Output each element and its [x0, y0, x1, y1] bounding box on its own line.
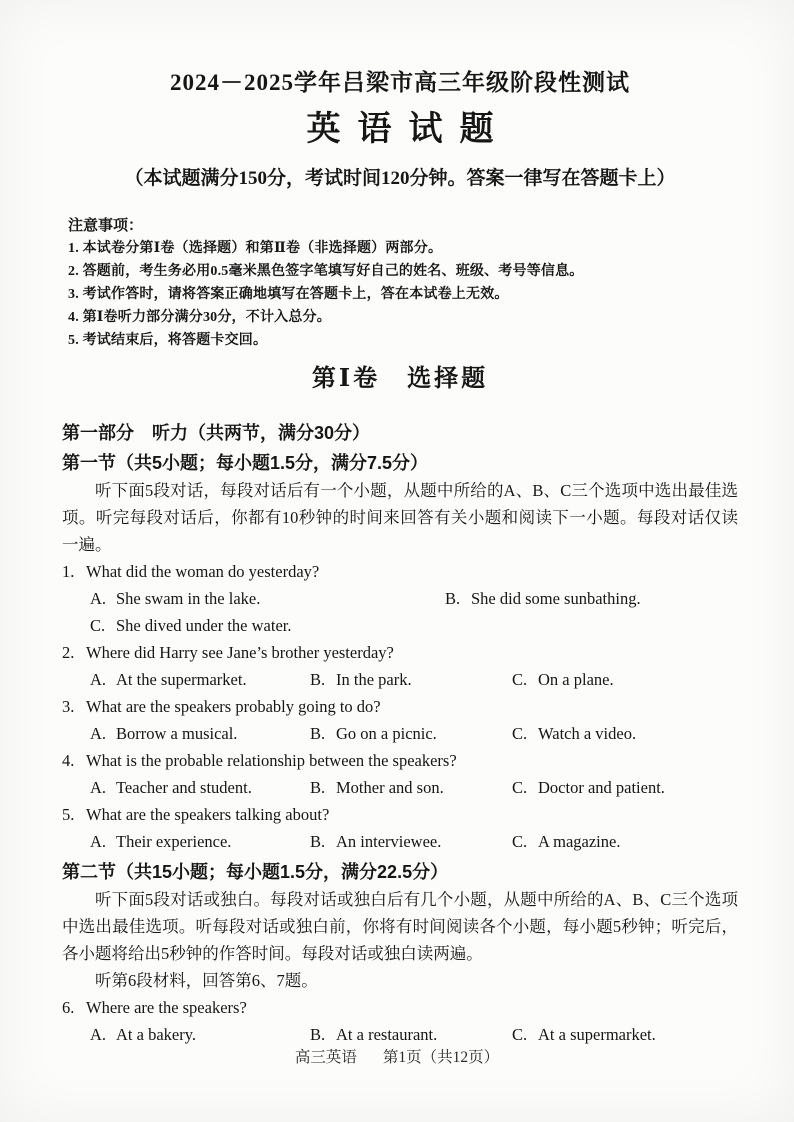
option-label: A. — [90, 1025, 107, 1044]
question-4 — [62, 747, 738, 801]
option-row — [90, 828, 738, 855]
option-text: In the park. — [336, 670, 412, 689]
option-text: At a restaurant. — [336, 1025, 438, 1044]
option-row — [90, 720, 738, 747]
option-b — [310, 1021, 512, 1048]
question-line — [62, 747, 738, 774]
option-text: She dived under the water. — [116, 616, 292, 635]
question-2 — [62, 639, 738, 693]
option-c — [512, 666, 738, 693]
option-row — [90, 666, 738, 693]
section1-instructions: 听下面5段对话，每段对话后有一个小题，从题中所给的A、B、C三个选项中选出最佳选项。听完每段对话后，你都有10秒钟的时间来回答有关小题和阅读下一小题。每段对话仅读一遍。 — [62, 481, 738, 554]
exam-subject-title: 英语试题 — [306, 111, 511, 148]
page-footer — [0, 1046, 794, 1070]
options — [62, 774, 738, 801]
option-label: C. — [512, 1025, 528, 1044]
section2-instructions: 听下面5段对话或独白。每段对话或独白后有几个小题，从题中所给的A、B、C三个选项中选出最佳选项。听每段对话或独白前，你将有时间阅读各个小题，每小题5秒钟；听完后，各小题将给出5秒钟的作答时间。每段对话或独白读两遍。 — [62, 890, 738, 963]
option-label: A. — [90, 670, 107, 689]
section2-heading: 第二节（共15小题；每小题1.5分，满分22.5分） — [62, 862, 449, 882]
notice-item: 1. 本试卷分第Ⅰ卷（选择题）和第Ⅱ卷（非选择题）两部分。 — [68, 241, 443, 256]
question-number: 5. — [62, 805, 75, 824]
option-b — [310, 666, 512, 693]
notice-item: 5. 考试结束后，将答题卡交回。 — [68, 333, 268, 348]
option-label: C. — [512, 724, 528, 743]
option-c — [512, 720, 738, 747]
option-label: B. — [310, 724, 326, 743]
option-text: Doctor and patient. — [538, 778, 665, 797]
option-row — [90, 585, 738, 612]
question-text: What is the probable relationship between the speakers? — [86, 751, 457, 770]
notices-section — [68, 214, 738, 352]
notice-item: 3. 考试作答时，请将答案正确地填写在答题卡上，答在本试卷上无效。 — [68, 287, 509, 302]
question-text: What did the woman do yesterday? — [86, 562, 320, 581]
question-line — [62, 994, 738, 1021]
option-c — [512, 1021, 738, 1048]
option-label: B. — [310, 832, 326, 851]
option-b — [310, 720, 512, 747]
option-c — [512, 774, 738, 801]
option-label: C. — [512, 670, 528, 689]
question-number: 3. — [62, 697, 75, 716]
options — [62, 828, 738, 855]
option-label: C. — [512, 778, 528, 797]
question-number: 2. — [62, 643, 75, 662]
option-text: Borrow a musical. — [116, 724, 238, 743]
footer-course: 高三英语 — [294, 1049, 357, 1066]
option-row — [90, 774, 738, 801]
option-text: An interviewee. — [336, 832, 442, 851]
option-label: A. — [90, 589, 107, 608]
notices-list — [68, 237, 738, 352]
option-text: Go on a picnic. — [336, 724, 437, 743]
section1-heading: 第一节（共5小题；每小题1.5分，满分7.5分） — [62, 453, 429, 473]
option-a — [90, 828, 310, 855]
question-5 — [62, 801, 738, 855]
material-note: 听第6段材料，回答第6、7题。 — [95, 971, 318, 990]
option-label: B. — [445, 589, 461, 608]
option-text: Mother and son. — [336, 778, 444, 797]
options — [62, 1021, 738, 1048]
option-b — [445, 585, 738, 612]
option-text: Teacher and student. — [116, 778, 252, 797]
exam-subtitle: （本试题满分150分，考试时间120分钟。答案一律写在答题卡上） — [124, 168, 676, 189]
option-a — [90, 774, 310, 801]
option-label: A. — [90, 724, 107, 743]
footer-page-info: 第1页（共12页） — [382, 1049, 500, 1066]
question-text: Where are the speakers? — [86, 998, 247, 1017]
option-text: At a bakery. — [116, 1025, 197, 1044]
option-text: She did some sunbathing. — [471, 589, 641, 608]
question-number: 1. — [62, 562, 75, 581]
option-b — [310, 774, 512, 801]
volume-heading: 第Ⅰ卷 选择题 — [311, 366, 489, 392]
option-text: At the supermarket. — [116, 670, 247, 689]
question-text: Where did Harry see Jane’s brother yesterday? — [86, 643, 394, 662]
option-a — [90, 720, 310, 747]
option-text: She swam in the lake. — [116, 589, 261, 608]
question-6 — [62, 994, 738, 1048]
question-3 — [62, 693, 738, 747]
option-a — [90, 1021, 310, 1048]
option-row — [90, 1021, 738, 1048]
question-line — [62, 639, 738, 666]
question-text: What are the speakers talking about? — [86, 805, 330, 824]
option-label: A. — [90, 832, 107, 851]
option-label: A. — [90, 778, 107, 797]
option-row — [90, 612, 738, 639]
option-c — [512, 828, 738, 855]
option-c — [90, 612, 738, 639]
options — [62, 666, 738, 693]
question-line — [62, 693, 738, 720]
options — [62, 585, 738, 639]
notice-item: 4. 第Ⅰ卷听力部分满分30分，不计入总分。 — [68, 310, 331, 325]
option-label: B. — [310, 778, 326, 797]
option-b — [310, 828, 512, 855]
question-line — [62, 801, 738, 828]
question-number: 4. — [62, 751, 75, 770]
notice-item: 2. 答题前，考生务必用0.5毫米黑色签字笔填写好自己的姓名、班级、考号等信息。 — [68, 264, 584, 279]
question-1 — [62, 558, 738, 639]
exam-title: 2024－2025学年吕梁市高三年级阶段性测试 — [170, 70, 630, 95]
option-label: C. — [90, 616, 106, 635]
option-label: B. — [310, 1025, 326, 1044]
notices-heading: 注意事项： — [68, 217, 144, 234]
question-number: 6. — [62, 998, 75, 1017]
question-text: What are the speakers probably going to do? — [86, 697, 381, 716]
option-a — [90, 585, 445, 612]
option-label: B. — [310, 670, 326, 689]
option-text: On a plane. — [538, 670, 614, 689]
option-a — [90, 666, 310, 693]
question-line — [62, 558, 738, 585]
option-text: Their experience. — [116, 832, 232, 851]
option-text: A magazine. — [538, 832, 621, 851]
option-text: At a supermarket. — [538, 1025, 656, 1044]
option-text: Watch a video. — [538, 724, 637, 743]
option-label: C. — [512, 832, 528, 851]
options — [62, 720, 738, 747]
part-heading: 第一部分 听力（共两节，满分30分） — [62, 423, 371, 443]
